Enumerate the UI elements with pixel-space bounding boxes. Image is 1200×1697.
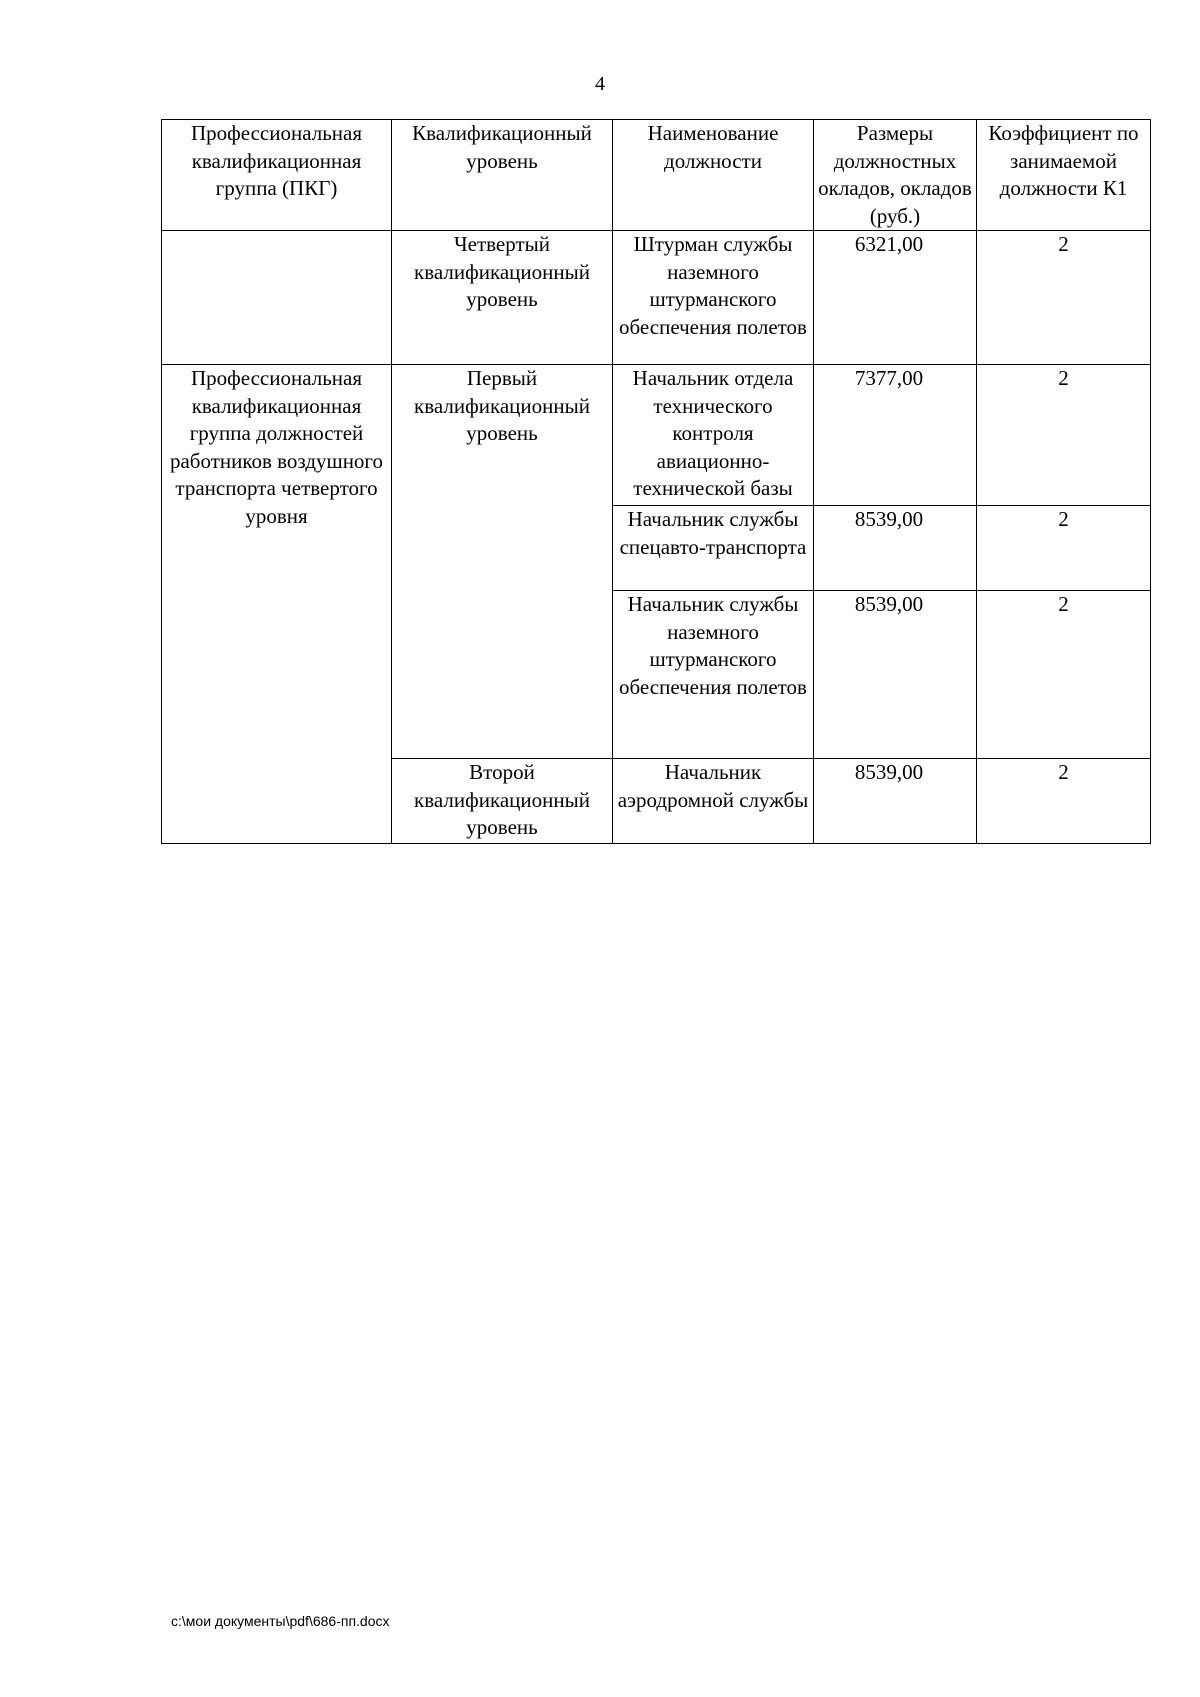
- salary-table: [161, 119, 1151, 844]
- table-row: [162, 365, 1151, 506]
- cell-salary: 8539,00: [814, 506, 977, 591]
- cell-position: Штурман службы наземного штурманского обеспечения полетов: [613, 231, 814, 365]
- header-position: Наименование должности: [613, 120, 814, 231]
- cell-level: Первый квалификационный уровень: [392, 365, 613, 759]
- cell-level: Второй квалификационный уровень: [392, 759, 613, 844]
- cell-position: Начальник отдела технического контроля авиационно-технической базы: [613, 365, 814, 506]
- cell-position: Начальник службы наземного штурманского обеспечения полетов: [613, 591, 814, 759]
- cell-position: Начальник службы спецавто-транспорта: [613, 506, 814, 591]
- cell-salary: 6321,00: [814, 231, 977, 365]
- header-group: Профессиональная квалификационная группа (ПКГ): [162, 120, 392, 231]
- cell-group: [162, 231, 392, 365]
- cell-coefficient: 2: [977, 591, 1151, 759]
- header-salary: Размеры должностных окладов, окладов (руб.): [814, 120, 977, 231]
- header-coefficient: Коэффициент по занимаемой должности К1: [977, 120, 1151, 231]
- table-row: [162, 231, 1151, 365]
- header-level: Квалификационный уровень: [392, 120, 613, 231]
- cell-coefficient: 2: [977, 759, 1151, 844]
- footer-file-path: c:\мои документы\pdf\686-пп.docx: [171, 1613, 390, 1629]
- cell-salary: 8539,00: [814, 591, 977, 759]
- cell-salary: 8539,00: [814, 759, 977, 844]
- cell-salary: 7377,00: [814, 365, 977, 506]
- table-header-row: [162, 120, 1151, 231]
- cell-coefficient: 2: [977, 506, 1151, 591]
- cell-group: Профессиональная квалификационная группа должностей работников воздушного транспорта четвертого уровня: [162, 365, 392, 844]
- cell-coefficient: 2: [977, 365, 1151, 506]
- page-number: 4: [595, 73, 605, 95]
- cell-position: Начальник аэродромной службы: [613, 759, 814, 844]
- cell-coefficient: 2: [977, 231, 1151, 365]
- cell-level: Четвертый квалификационный уровень: [392, 231, 613, 365]
